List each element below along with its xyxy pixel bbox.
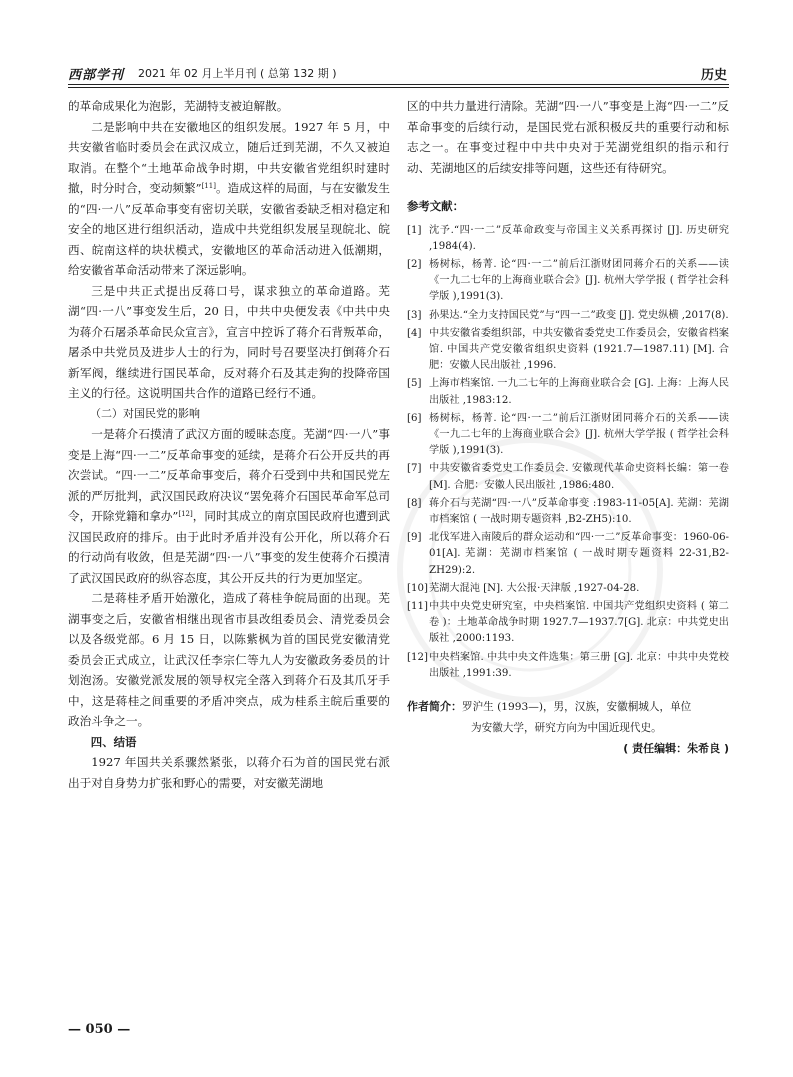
reference-item	[407, 308, 729, 324]
reference-item	[407, 530, 729, 579]
reference-number: [11]	[407, 600, 428, 612]
subsection-heading: （二）对国民党的影响	[90, 406, 200, 420]
body-paragraph	[68, 117, 390, 281]
citation-marker: [11]	[201, 182, 216, 190]
reference-number: [12]	[407, 651, 428, 663]
body-paragraph: 的革命成果化为泡影，芜湖特支被迫解散。	[68, 99, 289, 113]
reference-text: 杨树标，杨菁. 论“四·一二”前后江浙财团同蒋介石的关系——读《一九二七年的上海商业联合会》[J]. 杭州大学学报 ( 哲学社会科学版 ),1991(3).	[429, 258, 729, 303]
reference-number: [3]	[407, 309, 422, 321]
reference-number: [8]	[407, 497, 422, 509]
reference-number: [7]	[407, 463, 422, 475]
section-heading: 四、结语	[90, 734, 137, 749]
body-paragraph: 二是蒋桂矛盾开始激化，造成了蒋桂争皖局面的出现。芜湖事变之后，安徽省相继出现省市县改组委员会、清党委员会以及各级党部。6 月 15 日，以陈紫枫为首的国民党安徽清党委员会正式成立，让武汉任李宗仁等九人为安徽政务委员的计划泡汤。安徽党派发展的领导权完全落入到蒋介石及其爪牙手中，这是蒋桂之间重要的矛盾冲突点，成为桂系主皖后重要的政治斗争之一。	[68, 591, 390, 728]
left-column	[68, 96, 390, 793]
paragraph-text: 二是影响中共在安徽地区的组织发展。1927 年 5 月，中共安徽省临时委员会在武汉成立，随后迁到芜湖，不久又被迫取消。在整个“土地革命战争时期，中共安徽省党组织时建时撤，时分时合，变动频繁”	[68, 119, 390, 195]
citation-marker: [12]	[178, 510, 193, 518]
references-title: 参考文献：	[407, 199, 464, 213]
reference-item	[407, 326, 729, 375]
paragraph-text: 。造成这样的局面，与在安徽发生的“四·一八”反革命事变有密切关联，安徽省委缺乏相对稳定和安全的地区进行组织活动，造成中共党组织发展呈现皖北、皖西、皖南这样的块状模式，安徽地区的革命活动进入低潮期，给安徽省革命活动带来了深远影响。	[68, 181, 390, 277]
reference-text: 沈予.“四·一二”反革命政变与帝国主义关系再探讨 [J]. 历史研究 ,1984(4).	[429, 224, 729, 252]
reference-item	[407, 223, 729, 255]
page-number: — 050 —	[68, 1022, 131, 1037]
reference-item	[407, 257, 729, 306]
reference-item	[407, 376, 729, 408]
right-column	[407, 96, 729, 759]
body-paragraph: 区的中共力量进行清除。芜湖“四·一八”事变是上海“四·一二”反革命事变的后续行动，是国民党右派积极反共的重要行动和标志之一。在事变过程中中共中央对于芜湖党组织的指示和行动、芜湖地区的后续安排等问题，这些还有待研究。	[407, 99, 729, 175]
header-rule-thin	[68, 87, 729, 88]
paragraph-text: 一是蒋介石摸清了武汉方面的暧昧态度。芜湖“四·一八”事变是上海“四·一二”反革命事变的延续，是蒋介石公开反共的再次尝试。“四·一二”反革命事变后，蒋介石受到中共和国民党左派的严厉批判，武汉国民政府决议“罢免蒋介石国民革命军总司令，开除党籍和拿办”	[68, 427, 390, 523]
body-paragraph: 1927 年国共关系骤然紧张，以蒋介石为首的国民党右派出于对自身势力扩张和野心的需要，对安徽芜湖地	[68, 755, 390, 790]
reference-item	[407, 411, 729, 460]
reference-item	[407, 496, 729, 528]
paragraph-text: ，同时其成立的南京国民政府也遭到武汉国民政府的排斥。由于此时矛盾并没有公开化，所以蒋介石的行动尚有收敛，但是芜湖“四·一八”事变的发生使蒋介石摸清了武汉国民政府的纵容态度，其公开反共的行为更加坚定。	[68, 509, 390, 585]
reference-text: 孙果达.“全力支持国民党”与“四一二”政变 [J]. 党史纵横 ,2017(8).	[429, 309, 729, 321]
header-rule	[68, 84, 729, 85]
reference-number: [6]	[407, 412, 422, 424]
reference-text: 中共安徽省委党史工作委员会. 安徽现代革命史资料长编：第一卷 [M]. 合肥：安徽人民出版社 ,1986:480.	[429, 463, 729, 491]
author-label: 作者简介：	[407, 699, 462, 713]
author-line: 罗沪生 (1993—)，男，汉族，安徽桐城人，单位	[462, 700, 692, 713]
reference-text: 蒋介石与芜湖“四·一八”反革命事变 :1983-11-05[A]. 芜湖：芜湖市档案馆 ( 一战时期专题资料 ,B2-ZH5):10.	[429, 497, 729, 525]
reference-number: [2]	[407, 258, 422, 270]
section-label: 历史	[700, 68, 727, 83]
reference-number: [4]	[407, 327, 422, 339]
reference-number: [9]	[407, 532, 422, 544]
reference-text: 芜湖大混沌 [N]. 大公报·天津版 ,1927-04-28.	[429, 582, 640, 594]
reference-number: [1]	[407, 224, 422, 236]
editor-note: ( 责任编辑：朱希良 )	[623, 741, 729, 755]
references-list	[407, 223, 729, 682]
reference-text: 北伐军进入南陵后的群众运动和“四·一二”反革命事变：1960-06-01[A]. 芜湖：芜湖市档案馆 ( 一战时期专题资料 22-31,B2-ZH29):2.	[429, 532, 729, 576]
reference-item	[407, 461, 729, 493]
reference-item	[407, 650, 729, 682]
issue-info: 2021 年 02 月上半月刊 ( 总第 132 期 )	[138, 67, 337, 80]
reference-text: 上海市档案馆. 一九二七年的上海商业联合会 [G]. 上海：上海人民出版社 ,1983:12.	[429, 378, 729, 406]
running-header	[68, 62, 729, 82]
reference-text: 中央档案馆. 中共中央文件选集：第三册 [G]. 北京：中共中央党校出版社 ,1991:39.	[429, 651, 729, 679]
reference-item	[407, 581, 729, 597]
journal-logo: 西部学刊	[68, 68, 125, 83]
reference-number: [10]	[407, 582, 428, 594]
reference-text: 中共安徽省委组织部，中共安徽省委党史工作委员会，安徽省档案馆. 中国共产党安徽省组织史资料 (1921.7—1987.11) [M]. 合肥：安徽人民出版社 ,1996.	[429, 327, 729, 372]
reference-item	[407, 599, 729, 648]
reference-text: 中共中央党史研究室，中央档案馆. 中国共产党组织史资料 ( 第二卷 )：土地革命战争时期 1927.7—1937.7[G]. 北京：中共党史出版社 ,2000:1193.	[429, 600, 729, 645]
body-paragraph: 三是中共正式提出反蒋口号，谋求独立的革命道路。芜湖“四·一八”事变发生后，20 日，中共中央便发表《中共中央为蒋介石屠杀革命民众宣言》，宣言中控诉了蒋介石背叛革命，屠杀中共党员及进步人士的行为，同时号召要坚决打倒蒋介石新军阀，继续进行国民革命，反对蒋介石及其走狗的投降帝国主义的行径。这说明国共合作的道路已经行不通。	[68, 283, 390, 400]
reference-text: 杨树标，杨菁. 论“四·一二”前后江浙财团同蒋介石的关系——读《一九二七年的上海商业联合会》[J]. 杭州大学学报 ( 哲学社会科学版 ),1991(3).	[429, 412, 729, 457]
body-paragraph	[68, 424, 390, 588]
reference-number: [5]	[407, 378, 422, 390]
author-line: 为安徽大学，研究方向为中国近现代史。	[471, 721, 662, 734]
author-bio	[407, 696, 729, 739]
